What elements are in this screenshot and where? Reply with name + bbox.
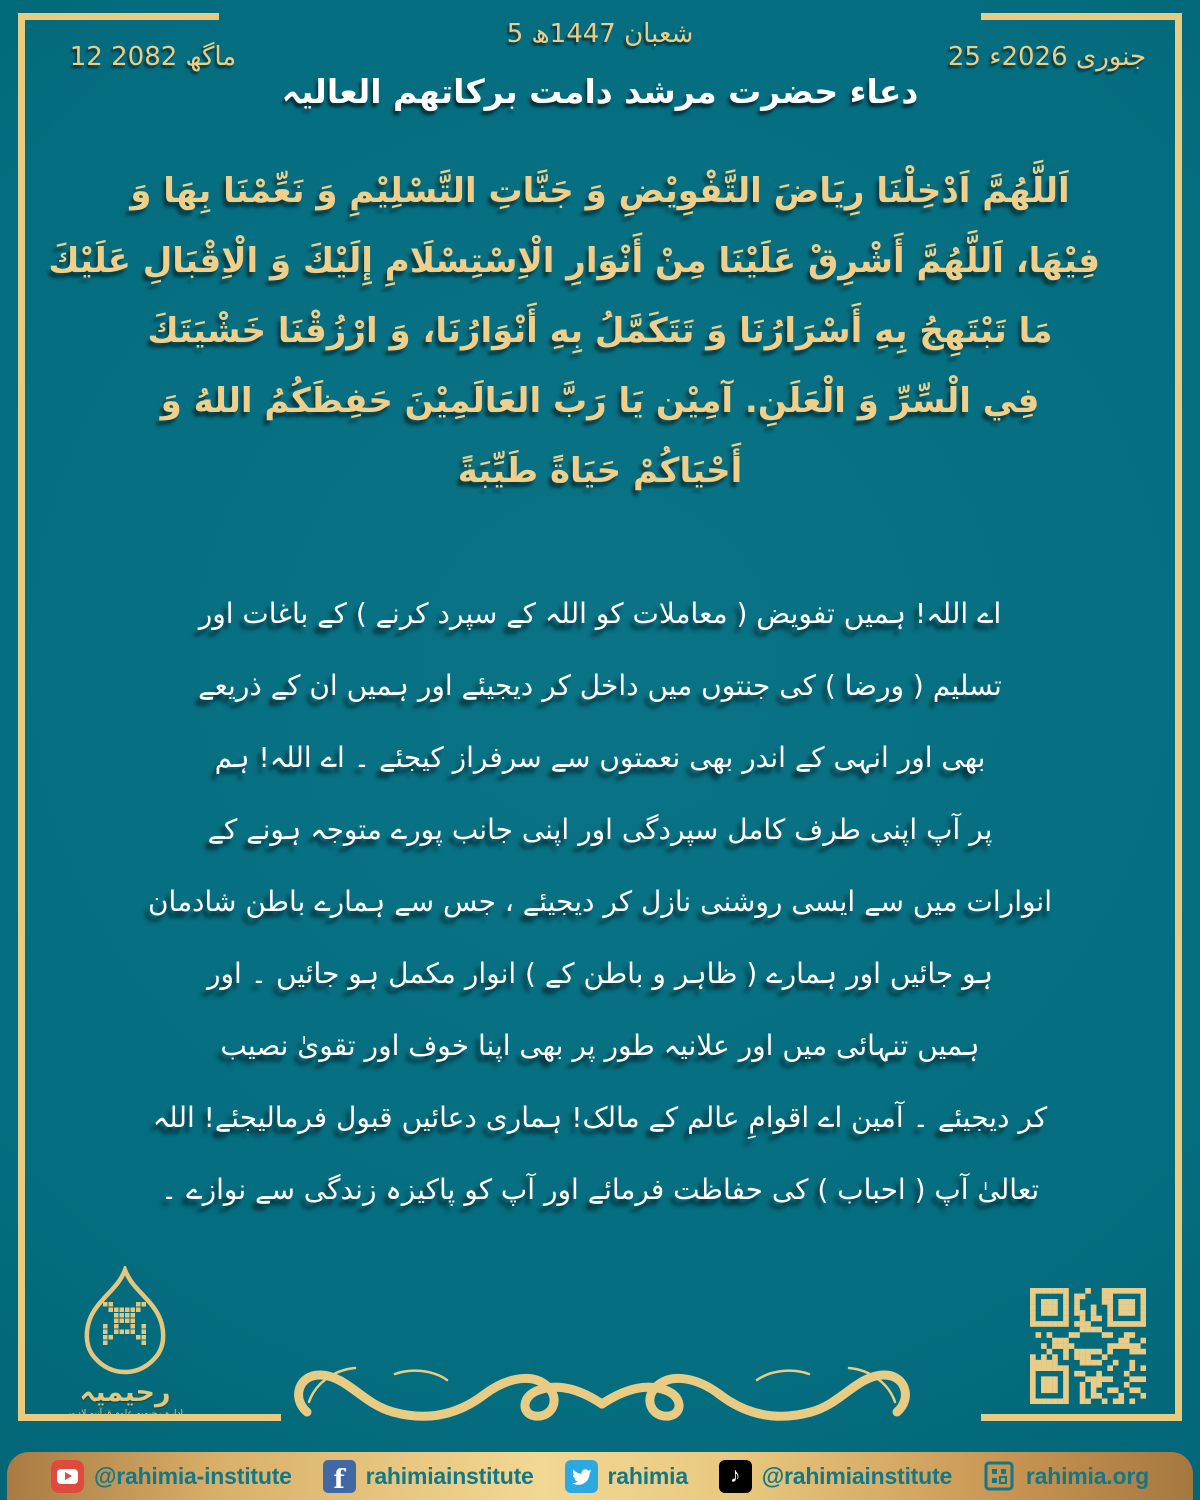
date-hijri: 5 شعبان 1447ھ [506,19,694,49]
frame-left-border [18,13,25,1421]
logo-name: رحیمیہ [79,1377,171,1408]
website-url: rahimia.org [1025,1462,1149,1489]
page-title: دعاء حضرت مرشد دامت برکاتھم العالیہ [281,72,919,111]
arabic-prayer-line: اَللَّهُمَّ اَدْخِلْنَا رِيَاضَ التَّفْوِيْضِ وَ جَنَّاتِ التَّسْلِيْمِ وَ نَعِّمْنَا بِهَا وَ [130,171,1070,211]
urdu-translation-line: اے اللہ! ہمیں تفویض ( معاملات کو اللہ کے سپرد کرنے ) کے باغات اور [198,597,1002,630]
website-item[interactable] [983,1460,1149,1493]
rahimia-logo [40,1266,210,1421]
arch-emblem-icon [65,1266,185,1376]
urdu-translation-line: انوارات میں سے ایسی روشنی نازل کر دیجیئے ، جس سے ہمارے باطن شادمان [147,885,1053,918]
youtube-icon [51,1460,84,1493]
urdu-translation-line: تسلیم ( ورضا ) کی جنتوں میں داخل کر دیجیئے اور ہمیں ان کے ذریعے [198,669,1002,702]
date-gregorian: 25 جنوری 2026ء [947,42,1147,72]
tiktok-icon: ♪ [719,1460,752,1493]
flourish-ornament-icon [287,1352,917,1437]
urdu-translation-line: ہو جائیں اور ہمارے ( ظاہر و باطن کے ) انوار مکمل ہو جائیں ۔ اور [206,957,994,990]
urdu-translation-line: تعالیٰ آپ ( احباب ) کی حفاظت فرمائے اور آپ کو پاکیزہ زندگی سے نوازے ۔ [160,1173,1040,1206]
website-qr-icon [983,1460,1016,1493]
urdu-translation-line: پر آپ اپنی طرف کامل سپردگی اور اپنی جانب پورے متوجہ ہونے کے [207,813,993,846]
youtube-item[interactable] [51,1460,292,1493]
footer-social-bar [7,1452,1193,1500]
arabic-prayer-line: فِي الْسِّرِّ وَ الْعَلَنِ. آمِيْن يَا رَبَّ العَالَمِيْنَ حَفِظَكُمُ اللهُ وَ [160,381,1040,421]
youtube-handle: @rahimia-institute [94,1462,292,1489]
arabic-prayer-line: مَا تَبْتَهِجُ بِهِ أَسْرَارُنَا وَ تَتَكَمَّلُ بِهِ أَنْوَارُنَا، وَ ارْزُقْنَا خَشْيَتَكَ [147,311,1053,351]
facebook-handle: rahimiainstitute [365,1462,534,1489]
urdu-translation-line: ہمیں تنہائی میں اور علانیہ طور پر بھی اپنا خوف اور تقویٰ نصیب [220,1029,980,1062]
urdu-translation-line: بھی اور انہی کے اندر بھی نعمتوں سے سرفراز کیجئے ۔ اے اللہ! ہم [214,741,986,774]
qr-code [1030,1288,1146,1404]
twitter-handle: rahimia [607,1462,688,1489]
frame-right-border [1175,13,1182,1421]
twitter-icon [565,1460,598,1493]
urdu-translation [110,578,1090,1226]
frame-bottom-right-border [981,1414,1182,1421]
arabic-prayer-line: فِيْهَا، اَللَّهُمَّ أَشْرِقْ عَلَيْنَا مِنْ أَنْوَارِ الْاِسْتِسْلَامِ إِلَيْكَ وَ الْاِقْبَالِ عَلَيْكَ [48,241,1100,281]
logo-subtitle: ادارہ رحیمیہ علومِ قرآنیہ لاہور [66,1409,184,1419]
tiktok-item[interactable] [719,1460,952,1493]
arabic-prayer [48,156,1100,506]
twitter-item[interactable] [565,1460,688,1493]
tiktok-handle: @rahimiainstitute [761,1462,953,1489]
facebook-item[interactable] [323,1460,534,1493]
urdu-translation-line: کر دیجیئے ۔ آمین اے اقوامِ عالم کے مالک! ہماری دعائیں قبول فرمالیجئے! اللہ [152,1101,1048,1134]
facebook-icon: f [323,1460,356,1493]
arabic-prayer-line: أَحْيَاكُمْ حَيَاةً طَيِّبَةً [457,451,743,491]
date-punjabi: 12 ماگھ 2082 [69,42,237,72]
